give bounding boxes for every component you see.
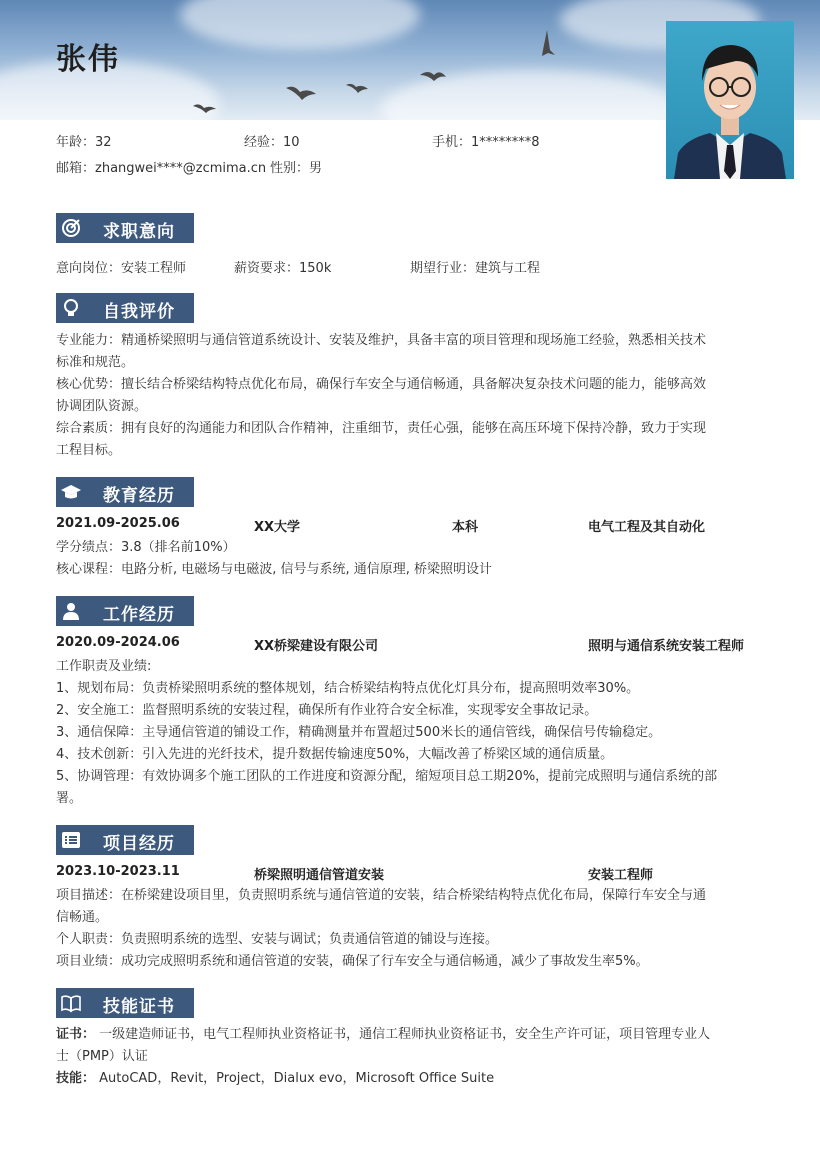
work-line: 5、协调管理：有效协调多个施工团队的工作进度和资源分配，缩短项目总工期20%，提前完成照明与通信系统的部 xyxy=(56,769,718,784)
lightbulb-icon xyxy=(61,298,81,318)
self-line: 综合素质：拥有良好的沟通能力和团队合作精神，注重细节，责任心强，能够在高压环境下保持冷静，致力于实现 xyxy=(56,421,707,436)
intent-position: 意向岗位：安装工程师 xyxy=(56,261,187,276)
email-info: 邮箱：zhangwei****@zcmima.cn xyxy=(56,161,267,176)
section-header-intent xyxy=(56,213,194,243)
target-icon xyxy=(61,218,81,238)
section-title: 技能证书 xyxy=(103,997,175,1017)
section-header-skills xyxy=(56,988,194,1018)
self-line: 协调团队资源。 xyxy=(56,399,148,414)
gender-info: 性别：男 xyxy=(270,161,323,176)
project-line: 信畅通。 xyxy=(56,910,109,925)
self-line: 专业能力：精通桥梁照明与通信管道系统设计、安装及维护，具备丰富的项目管理和现场施工经验，熟悉相关技术 xyxy=(56,333,707,348)
work-line: 4、技术创新：引入先进的光纤技术，提升数据传输速度50%，大幅改善了桥梁区域的通信质量。 xyxy=(56,747,614,762)
candidate-name: 张伟 xyxy=(56,42,120,77)
work-line: 工作职责及业绩: xyxy=(56,659,152,674)
section-title: 项目经历 xyxy=(103,834,175,854)
work-line: 3、通信保障：主导通信管道的铺设工作，精确测量并布置超过500米长的通信管线，确保信号传输稳定。 xyxy=(56,725,662,740)
book-icon xyxy=(61,993,81,1013)
project-role: 安装工程师 xyxy=(588,868,654,883)
age-info: 年龄：32 xyxy=(56,135,112,150)
project-line: 项目业绩：成功完成照明系统和通信管道的安装，确保了行车安全与通信畅通，减少了事故发生率5%。 xyxy=(56,954,649,969)
intent-salary: 薪资要求：150k xyxy=(234,261,332,276)
education-gpa: 学分绩点：3.8（排名前10%） xyxy=(56,540,236,555)
education-school: XX大学 xyxy=(254,520,301,535)
profile-photo xyxy=(666,21,794,179)
skill-text: AutoCAD，Revit，Project，Dialux evo，Microsoft Office Suite xyxy=(99,1071,495,1086)
education-major: 电气工程及其自动化 xyxy=(588,520,706,535)
intent-industry: 期望行业：建筑与工程 xyxy=(410,261,541,276)
section-title: 自我评价 xyxy=(103,302,175,322)
project-date: 2023.10-2023.11 xyxy=(56,864,180,879)
phone-info: 手机：1********8 xyxy=(432,135,540,150)
education-courses: 核心课程：电路分析, 电磁场与电磁波, 信号与系统, 通信原理, 桥梁照明设计 xyxy=(56,562,493,577)
section-header-work xyxy=(56,596,194,626)
work-line: 1、规划布局：负责桥梁照明系统的整体规划，结合桥梁结构特点优化灯具分布，提高照明效率30%。 xyxy=(56,681,640,696)
education-date: 2021.09-2025.06 xyxy=(56,516,180,531)
work-role: 照明与通信系统安装工程师 xyxy=(588,639,745,654)
section-title: 教育经历 xyxy=(103,486,175,506)
project-name: 桥梁照明通信管道安装 xyxy=(254,868,385,883)
cert-text: 一级建造师证书，电气工程师执业资格证书，通信工程师执业资格证书，安全生产许可证，项目管理专业人 xyxy=(99,1027,711,1042)
project-line: 个人职责：负责照明系统的选型、安装与调试；负责通信管道的铺设与连接。 xyxy=(56,932,499,947)
skill-label: 技能： xyxy=(56,1071,96,1086)
section-title: 工作经历 xyxy=(103,605,175,625)
work-company: XX桥梁建设有限公司 xyxy=(254,639,379,654)
work-line: 2、安全施工：监督照明系统的安装过程，确保所有作业符合安全标准，实现零安全事故记录。 xyxy=(56,703,598,718)
section-header-education xyxy=(56,477,194,507)
self-line: 工程目标。 xyxy=(56,443,122,458)
education-degree: 本科 xyxy=(452,520,479,535)
skill-line xyxy=(56,1068,768,1090)
work-date: 2020.09-2024.06 xyxy=(56,635,180,650)
cert-label: 证书： xyxy=(56,1027,96,1042)
work-line: 署。 xyxy=(56,791,83,806)
project-line: 项目描述：在桥梁建设项目里，负责照明系统与通信管道的安装，结合桥梁结构特点优化布局，保障行车安全与通 xyxy=(56,888,707,903)
list-icon xyxy=(61,830,81,850)
section-header-self xyxy=(56,293,194,323)
section-header-project xyxy=(56,825,194,855)
cert-line xyxy=(56,1024,768,1046)
section-title: 求职意向 xyxy=(103,222,175,242)
experience-info: 经验：10 xyxy=(244,135,300,150)
person-icon xyxy=(61,601,81,621)
cert-line-continued: 士（PMP）认证 xyxy=(56,1049,148,1064)
graduation-cap-icon xyxy=(61,482,81,502)
self-line: 标准和规范。 xyxy=(56,355,135,370)
self-line: 核心优势：擅长结合桥梁结构特点优化布局，确保行车安全与通信畅通，具备解决复杂技术问题的能力，能够高效 xyxy=(56,377,707,392)
